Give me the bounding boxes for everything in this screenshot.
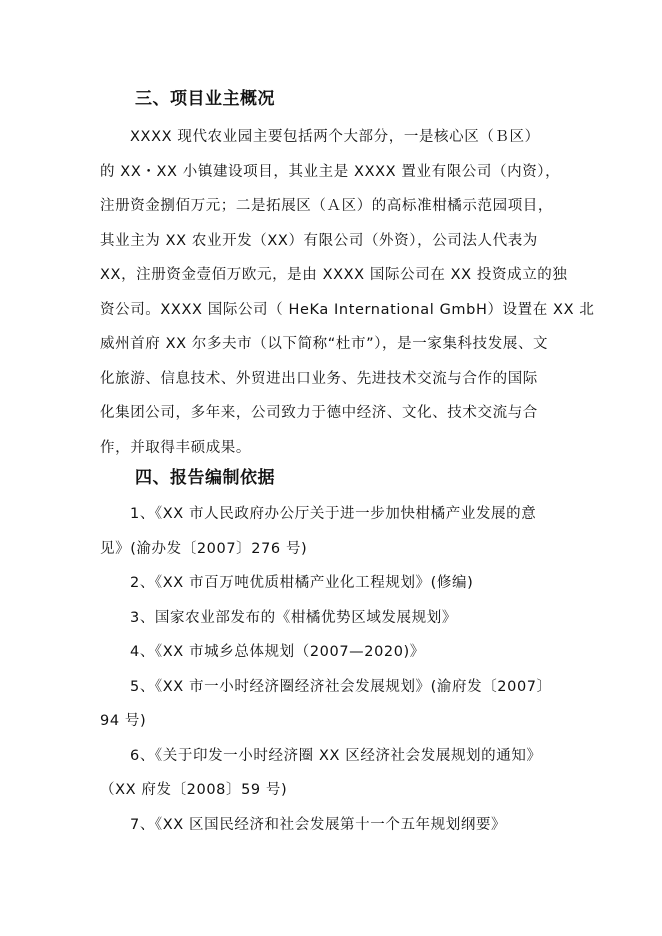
paragraph-line: XX，注册资金壹佰万欧元，是由 XXXX 国际公司在 XX 投资成立的独 <box>100 267 568 283</box>
paragraph-line: 注册资金捌佰万元；二是拓展区（Ａ区）的高标准柑橘示范园项目， <box>100 198 553 214</box>
reference-list <box>100 497 572 842</box>
reference-item: 1、《XX 市人民政府办公厅关于进一步加快柑橘产业发展的意 <box>130 506 537 522</box>
paragraph-line: 化集团公司，多年来，公司致力于德中经济、文化、技术交流与合 <box>100 405 538 421</box>
paragraph-line: 资公司。XXXX 国际公司（ HeKa International GmbH）设置在 XX 北 <box>100 301 595 318</box>
reference-item: 2、《XX 市百万吨优质柑橘产业化工程规划》(修编) <box>130 575 474 591</box>
reference-item: 6、《关于印发一小时经济圈 XX 区经济社会发展规划的通知》 <box>130 747 542 764</box>
reference-item-continuation: （XX 府发〔2008〕59 号) <box>100 782 288 798</box>
paragraph-line: 的 XX・XX 小镇建设项目，其业主是 XXXX 置业有限公司（内资）， <box>100 163 561 180</box>
reference-item: 7、《XX 区国民经济和社会发展第十一个五年规划纲要》 <box>130 816 507 833</box>
paragraph-line: 其业主为 XX 农业开发（XX）有限公司（外资），公司法人代表为 <box>100 232 538 249</box>
paragraph-line: 作，并取得丰硕成果。 <box>100 439 251 456</box>
paragraph-line: XXXX 现代农业园主要包括两个大部分，一是核心区（Ｂ区） <box>130 129 540 145</box>
section-heading-report-basis: 四、报告编制依据 <box>135 468 275 488</box>
reference-item: 4、《XX 市城乡总体规划（2007—2020)》 <box>130 644 425 660</box>
paragraph-line: 化旅游、信息技术、外贸进出口业务、先进技术交流与合作的国际 <box>100 370 538 387</box>
reference-item-continuation: 94 号) <box>100 713 147 729</box>
section-heading-owner-overview: 三、项目业主概况 <box>135 89 275 109</box>
reference-item: 3、国家农业部发布的《柑橘优势区域发展规划》 <box>130 609 457 626</box>
paragraph-line: 威州首府 XX 尔多夫市（以下简称“杜市”），是一家集科技发展、文 <box>100 336 549 352</box>
reference-item: 5、《XX 市一小时经济圈经济社会发展规划》(渝府发〔2007〕 <box>130 678 552 695</box>
reference-item-continuation: 见》(渝办发〔2007〕276 号) <box>100 540 308 557</box>
owner-overview-paragraph <box>100 120 595 465</box>
